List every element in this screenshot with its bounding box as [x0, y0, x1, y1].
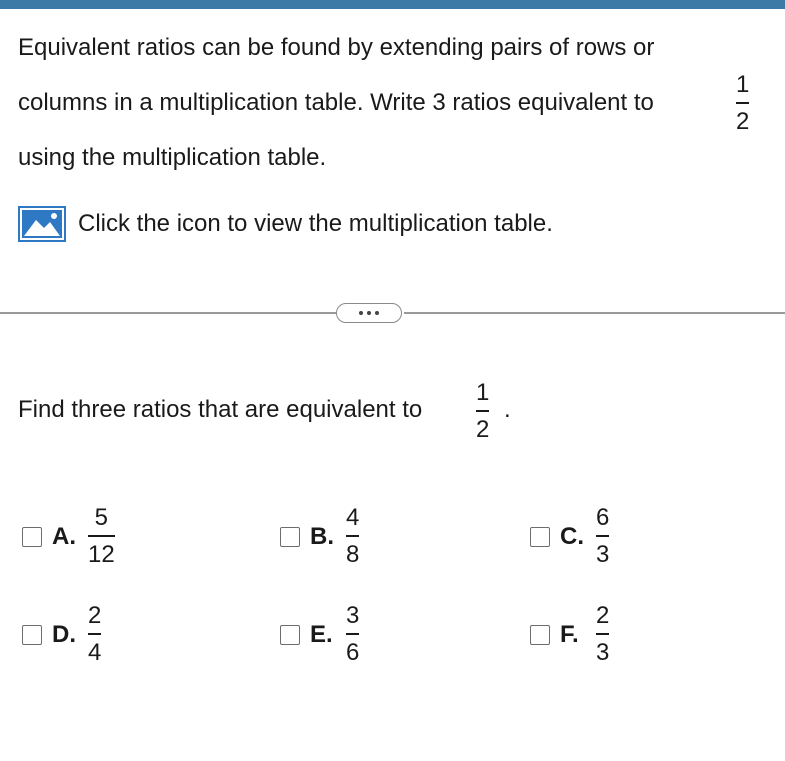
option-e-denominator: 6 [346, 639, 360, 666]
option-b-checkbox[interactable] [280, 527, 300, 547]
option-d-fraction [88, 603, 101, 666]
ellipsis-icon[interactable] [336, 303, 402, 323]
fraction-bar [596, 535, 609, 537]
fraction-bar [596, 633, 609, 635]
option-c[interactable] [530, 505, 609, 568]
prompt-fraction-numerator: 1 [476, 379, 490, 406]
question-fraction-denominator: 2 [736, 108, 750, 135]
option-b-denominator: 8 [346, 541, 360, 568]
option-a-fraction [88, 505, 115, 568]
option-c-denominator: 3 [596, 541, 610, 568]
question-fraction [736, 72, 749, 135]
image-icon[interactable] [18, 206, 66, 242]
option-a-letter: A. [52, 522, 76, 550]
fraction-bar [88, 633, 101, 635]
option-d-letter: D. [52, 620, 76, 648]
option-f-numerator: 2 [596, 602, 610, 629]
option-a-checkbox[interactable] [22, 527, 42, 547]
option-e-checkbox[interactable] [280, 625, 300, 645]
prompt-fraction [476, 380, 489, 443]
prompt-period: . [504, 396, 511, 423]
fraction-bar [346, 633, 359, 635]
multiplication-table-link[interactable] [18, 206, 553, 242]
section-divider-left [0, 312, 336, 314]
question-line-2: columns in a multiplication table. Write 3 ratios equivalent to [18, 89, 654, 116]
option-c-checkbox[interactable] [530, 527, 550, 547]
option-b-fraction [346, 505, 359, 568]
option-e-letter: E. [310, 620, 333, 648]
top-bar [0, 0, 785, 9]
option-e[interactable] [280, 603, 359, 666]
option-a[interactable] [22, 505, 115, 568]
option-e-numerator: 3 [346, 602, 360, 629]
option-b-letter: B. [310, 522, 334, 550]
option-f[interactable] [530, 603, 609, 666]
option-f-checkbox[interactable] [530, 625, 550, 645]
option-e-fraction [346, 603, 359, 666]
fraction-bar [346, 535, 359, 537]
question-line-1: Equivalent ratios can be found by extending pairs of rows or [18, 34, 655, 61]
prompt-text: Find three ratios that are equivalent to [18, 396, 423, 423]
option-d-checkbox[interactable] [22, 625, 42, 645]
fraction-bar [736, 102, 749, 104]
option-f-fraction [596, 603, 609, 666]
option-c-letter: C. [560, 522, 584, 550]
section-divider-right [404, 312, 785, 314]
option-f-letter: F. [560, 620, 579, 648]
option-d-denominator: 4 [88, 639, 102, 666]
option-d-numerator: 2 [88, 602, 102, 629]
option-a-denominator: 12 [88, 541, 115, 568]
prompt-fraction-denominator: 2 [476, 416, 490, 443]
option-a-numerator: 5 [94, 504, 109, 531]
option-b[interactable] [280, 505, 359, 568]
question-line-3: using the multiplication table. [18, 144, 327, 171]
option-d[interactable] [22, 603, 101, 666]
multiplication-table-link-text[interactable]: Click the icon to view the multiplication table. [78, 210, 553, 237]
fraction-bar [88, 535, 115, 537]
option-b-numerator: 4 [346, 504, 360, 531]
fraction-bar [476, 410, 489, 412]
option-f-denominator: 3 [596, 639, 610, 666]
option-c-fraction [596, 505, 609, 568]
option-c-numerator: 6 [596, 504, 610, 531]
question-fraction-numerator: 1 [736, 71, 750, 98]
